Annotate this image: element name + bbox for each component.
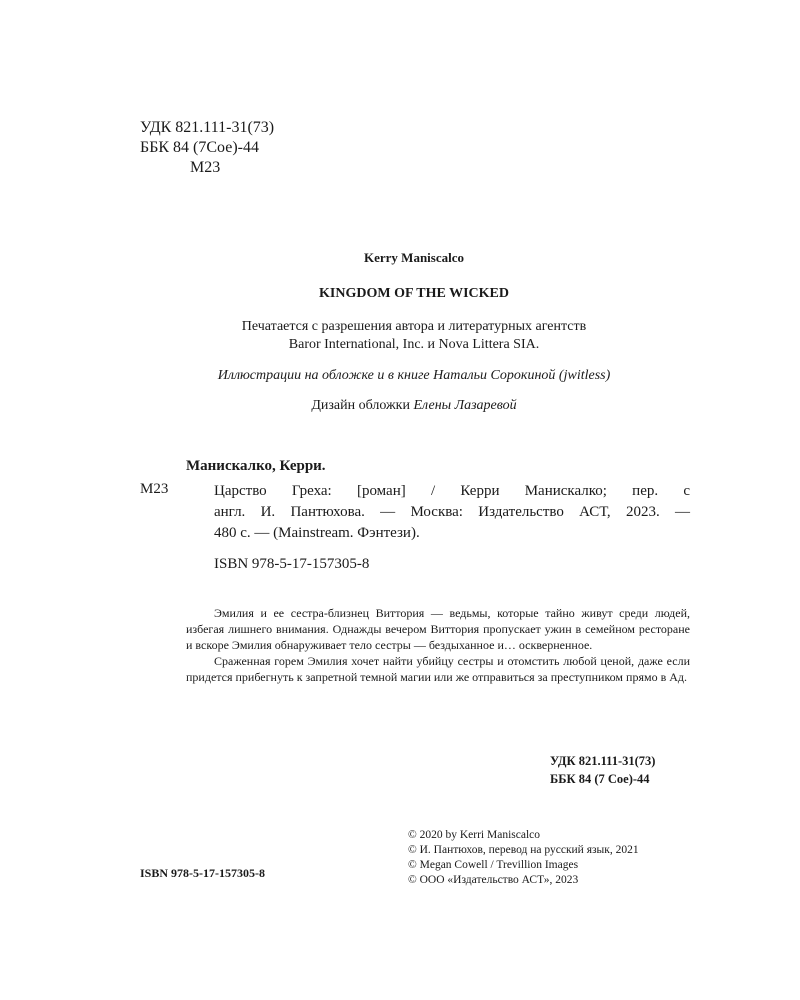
permission-line-1: Печатается с разрешения автора и литературных агентств (241, 319, 587, 334)
copyright-line: © И. Пантюхов, перевод на русский язык, 2021 (408, 844, 639, 856)
cover-design-credit (100, 398, 728, 414)
copyright-block (408, 828, 639, 888)
bibliographic-line: 480 с. — (Mainstream. Фэнтези). (214, 525, 420, 541)
author-mark: М23 (190, 159, 221, 176)
cover-designer: Елены Лазаревой (413, 398, 517, 413)
original-author: Kerry Maniscalco (364, 250, 464, 265)
copyright-line: © Megan Cowell / Trevillion Images (408, 859, 579, 871)
bibliographic-code: М23 (140, 481, 169, 497)
classification-block (140, 118, 274, 178)
copyright-line: © ООО «Издательство АСТ», 2023 (408, 874, 579, 886)
bibliographic-line: англ. И. Пантюхова. — Москва: Издательство АСТ, 2023. — (214, 504, 690, 520)
permission-notice (100, 318, 728, 354)
footer-isbn: ISBN 978-5-17-157305-8 (140, 866, 265, 880)
isbn-main: ISBN 978-5-17-157305-8 (214, 556, 370, 572)
original-title: KINGDOM OF THE WICKED (319, 286, 509, 301)
bibliographic-line: Царство Греха: [роман] / Керри Манискалко; пер. с (214, 483, 690, 499)
annotation-paragraph-2: Сраженная горем Эмилия хочет найти убийцу сестры и отомстить любой ценой, даже если придется прибегнуть к запретной темной магии или же отправиться за преступником прямо в Ад. (186, 654, 690, 684)
bbk-code: ББК 84 (7Сое)-44 (140, 139, 259, 156)
cover-design-label: Дизайн обложки (311, 398, 410, 413)
footer-classification (550, 752, 655, 788)
footer-bbk: ББК 84 (7 Сое)-44 (550, 772, 650, 786)
annotation-paragraph-1: Эмилия и ее сестра-близнец Виттория — ведьмы, которые тайно живут среди людей, избегая лишнего внимания. Однажды вечером Виттория пропускает ужин в семейном ресторане и вскоре Эмилия обнаруживает тело сестры — бездыханное и… оскверненное. (186, 606, 690, 652)
udk-code: УДК 821.111-31(73) (140, 119, 275, 136)
illustrations-credit: Иллюстрации на обложке и в книге Натальи Сорокиной (jwitless) (217, 368, 611, 383)
bibliographic-heading: Манискалко, Керри. (186, 458, 326, 474)
copyright-line: © 2020 by Kerri Maniscalco (408, 829, 541, 841)
annotation (186, 605, 690, 685)
footer-udk: УДК 821.111-31(73) (550, 754, 656, 768)
bibliographic-description (214, 481, 690, 544)
permission-line-2: Baror International, Inc. и Nova Littera SIA. (288, 337, 540, 352)
